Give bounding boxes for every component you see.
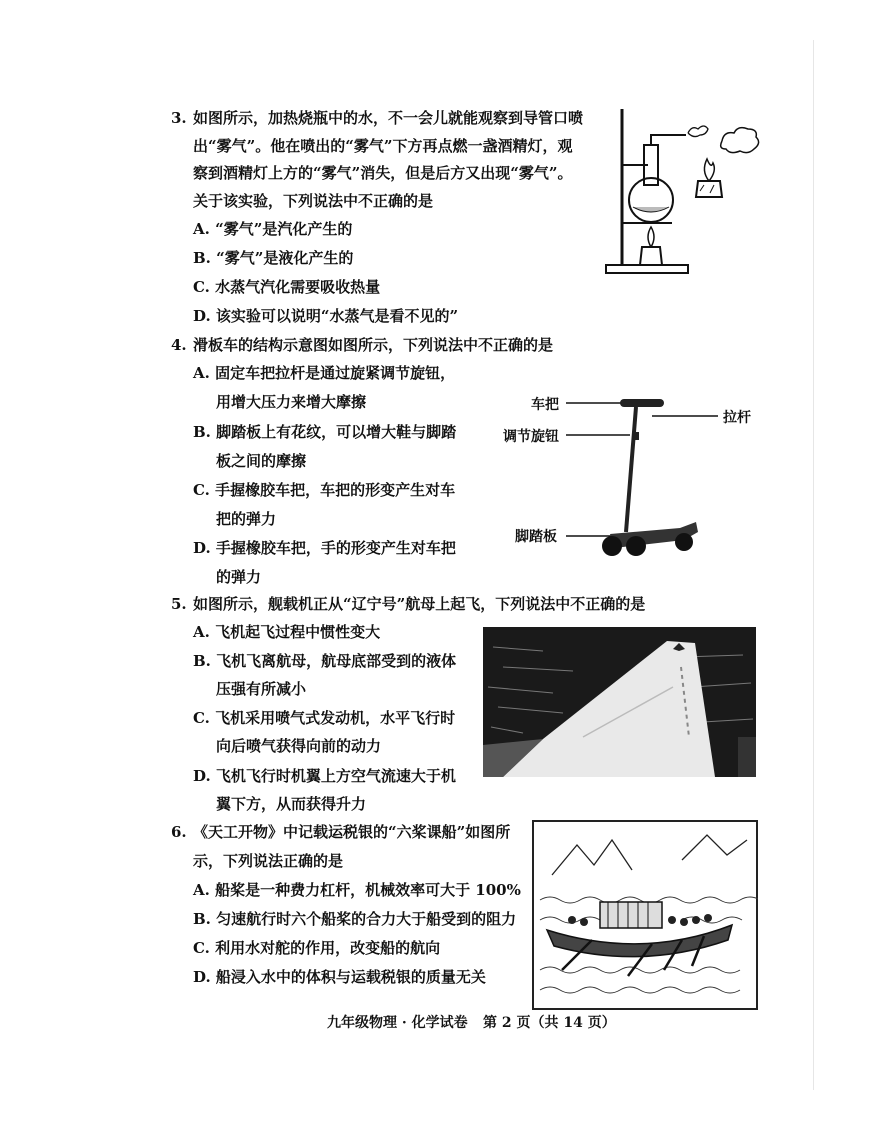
q4-number: 4. — [171, 336, 187, 354]
q6-stem-line-1: 《天工开物》中记载运税银的“六桨课船”如图所 — [193, 823, 511, 841]
q5-option-d-cont: 翼下方，从而获得升力 — [216, 795, 367, 813]
q3-stem-line-1: 如图所示，加热烧瓶中的水，不一会儿就能观察到导管口喷 — [193, 109, 584, 127]
q3-option-b: B. “雾气”是液化产生的 — [193, 249, 354, 267]
scooter-label-rod: 拉杆 — [723, 410, 751, 426]
q6-option-a: A. 船桨是一种费力杠杆，机械效率可大于 100% — [193, 881, 521, 899]
q5-option-c-cont: 向后喷气获得向前的动力 — [216, 737, 382, 755]
scooter-label-knob: 调节旋钮 — [503, 429, 559, 445]
q4-option-b: B. 脚踏板上有花纹，可以增大鞋与脚踏 — [193, 423, 457, 441]
q4-option-b-cont: 板之间的摩擦 — [216, 452, 307, 470]
q6-option-b: B. 匀速航行时六个船桨的合力大于船受到的阻力 — [193, 910, 517, 928]
q3-stem-line-4: 关于该实验，下列说法中不正确的是 — [193, 192, 434, 210]
footer-page-number: 第 2 页（共 14 页） — [483, 1015, 616, 1031]
q5-option-a: A. 飞机起飞过程中惯性变大 — [193, 623, 381, 641]
q4-option-d-cont: 的弹力 — [216, 568, 262, 586]
q4-option-a: A. 固定车把拉杆是通过旋紧调节旋钮， — [193, 364, 456, 382]
q5-number: 5. — [171, 595, 187, 613]
scooter-figure — [560, 392, 720, 562]
q4-option-c: C. 手握橡胶车把，车把的形变产生对车 — [193, 481, 456, 499]
q6-stem-line-2: 示，下列说法正确的是 — [193, 852, 344, 870]
q6-number: 6. — [171, 823, 187, 841]
q5-option-b-cont: 压强有所减小 — [216, 680, 307, 698]
q5-option-c: C. 飞机采用喷气式发动机，水平飞行时 — [193, 709, 456, 727]
aircraft-carrier-photo — [483, 627, 756, 777]
q5-option-d: D. 飞机飞行时机翼上方空气流速大于机 — [193, 767, 456, 785]
q3-option-c: C. 水蒸气汽化需要吸收热量 — [193, 278, 381, 296]
six-oar-boat-illustration — [532, 820, 758, 1010]
page-edge-line — [813, 40, 814, 1090]
scooter-label-pedal: 脚踏板 — [515, 529, 557, 545]
q4-stem: 滑板车的结构示意图如图所示，下列说法中不正确的是 — [193, 336, 554, 354]
scooter-label-handle: 车把 — [531, 397, 559, 413]
q3-option-d: D. 该实验可以说明“水蒸气是看不见的” — [193, 307, 459, 325]
flask-experiment-figure — [600, 105, 765, 277]
q5-stem: 如图所示，舰载机正从“辽宁号”航母上起飞，下列说法中不正确的是 — [193, 595, 646, 613]
q5-option-b: B. 飞机飞离航母，航母底部受到的液体 — [193, 652, 457, 670]
q3-stem-line-2: 出“雾气”。他在喷出的“雾气”下方再点燃一盏酒精灯，观 — [193, 137, 573, 155]
q4-option-a-cont: 用增大压力来增大摩擦 — [216, 393, 367, 411]
q3-option-a: A. “雾气”是汽化产生的 — [193, 220, 353, 238]
q6-option-c: C. 利用水对舵的作用，改变船的航向 — [193, 939, 441, 957]
footer-title: 九年级物理 · 化学试卷 — [327, 1015, 468, 1031]
q3-number: 3. — [171, 109, 187, 127]
q3-stem-line-3: 察到酒精灯上方的“雾气”消失，但是后方又出现“雾气”。 — [193, 164, 573, 182]
q4-option-d: D. 手握橡胶车把，手的形变产生对车把 — [193, 539, 456, 557]
q4-option-c-cont: 把的弹力 — [216, 510, 277, 528]
q6-option-d: D. 船浸入水中的体积与运载税银的质量无关 — [193, 968, 486, 986]
